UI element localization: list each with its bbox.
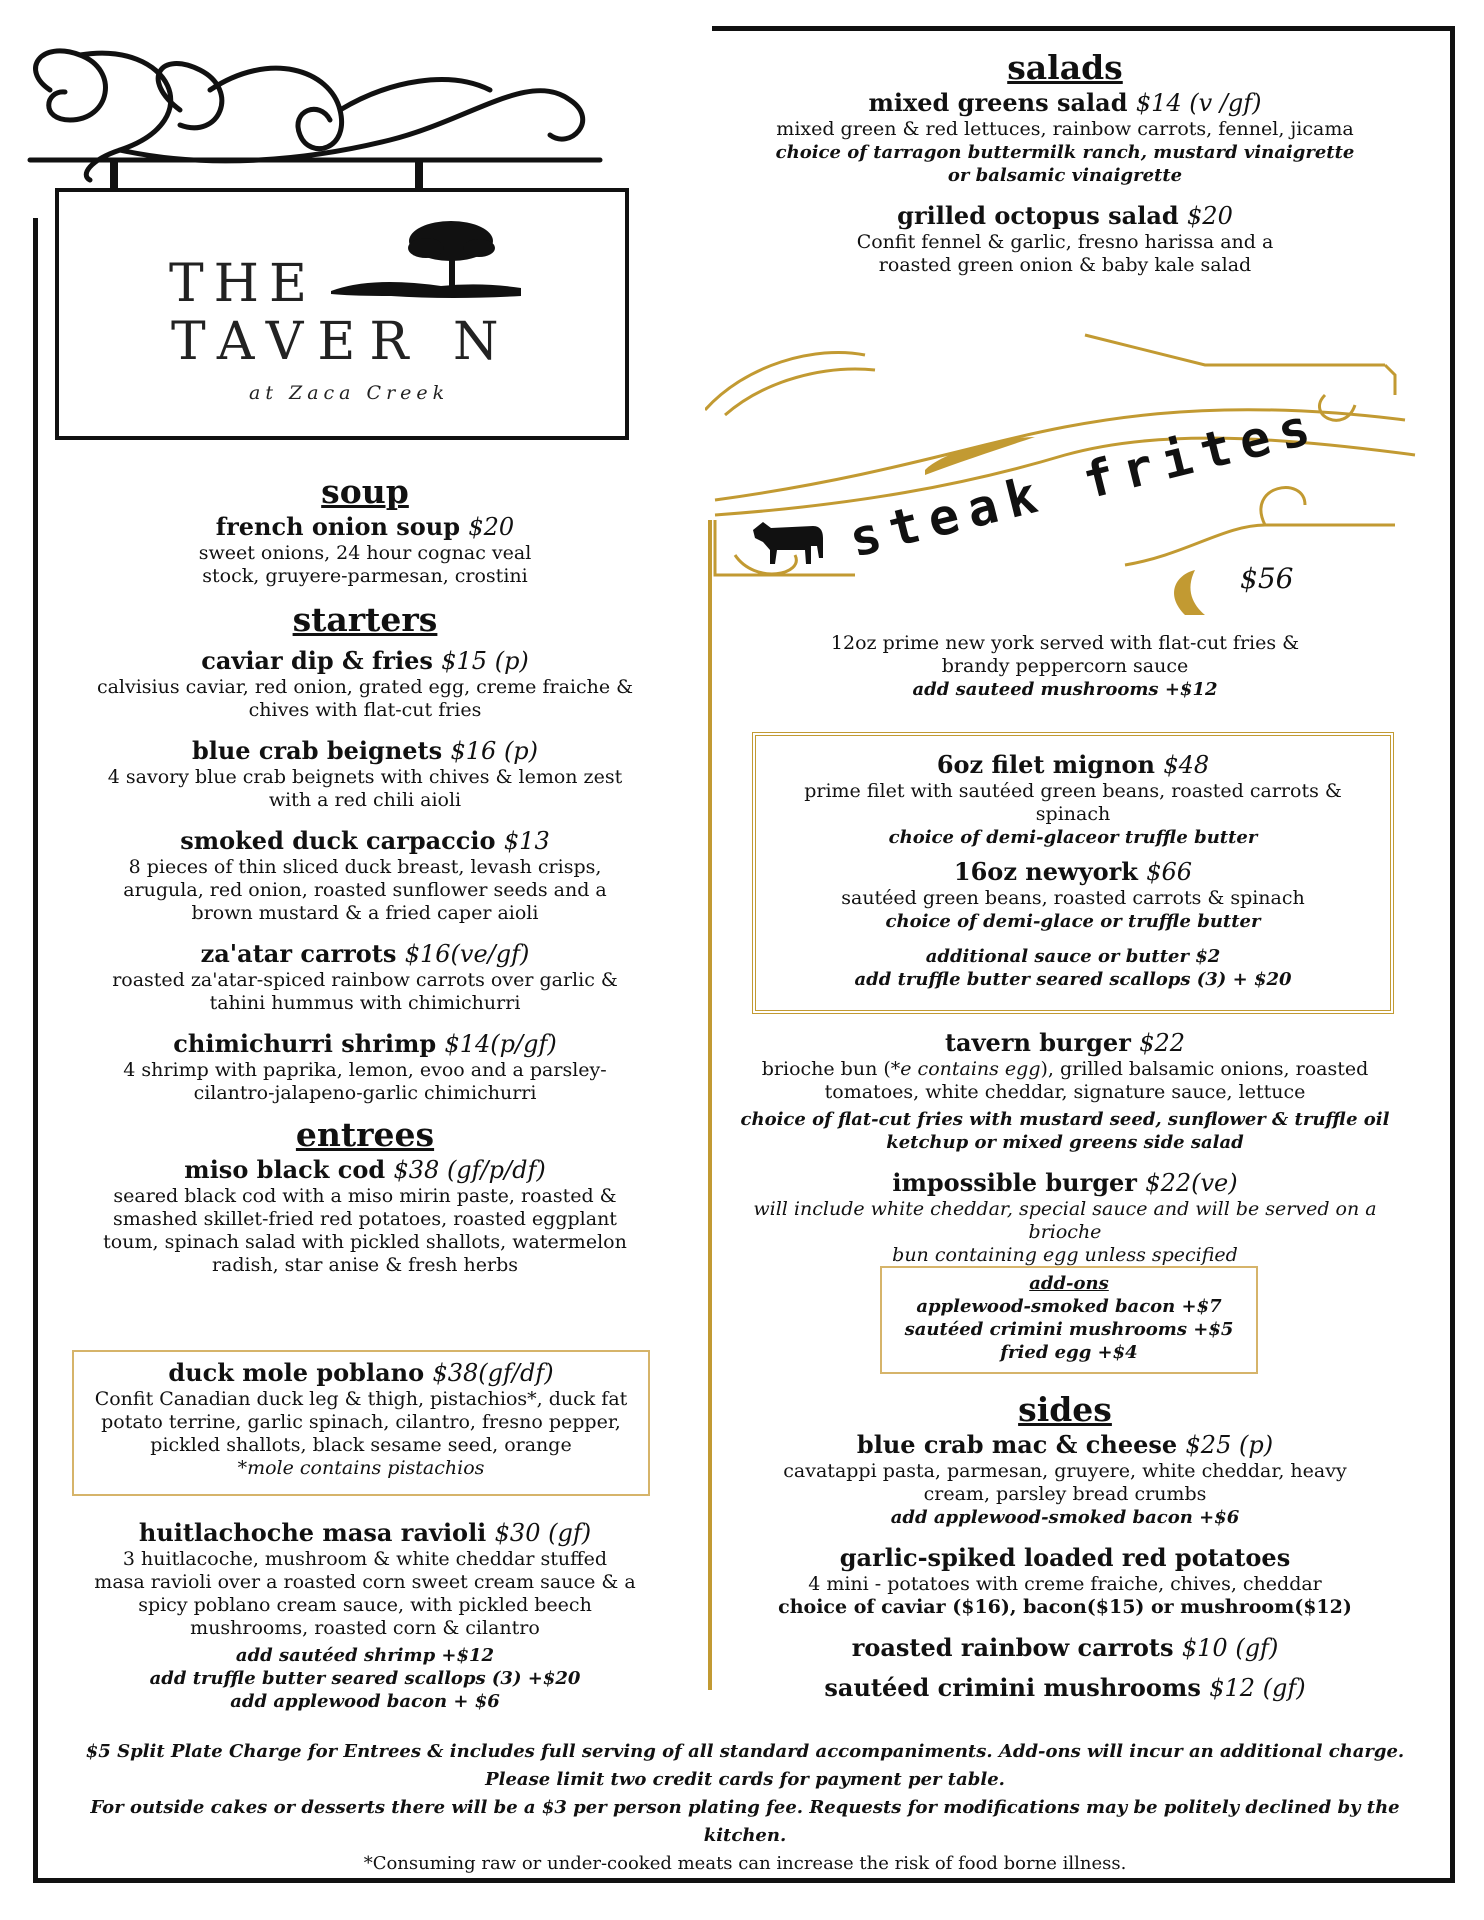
gold-signpost: [708, 520, 712, 1690]
addons-title: add-ons: [1029, 1273, 1109, 1294]
ironwork-scroll-decoration: [10, 30, 610, 190]
menu-item-note: will include white cheddar, special sauce and will be served on a brioche bun containing egg unless specified: [753, 1198, 1377, 1266]
menu-item-name: grilled octopus salad $20: [897, 201, 1233, 230]
menu-item-note: choice of flat-cut fries with mustard seed, sunflower & truffle oil ketchup or mixed greens side salad: [740, 1109, 1390, 1153]
menu-item-name: impossible burger $22(ve): [892, 1168, 1238, 1197]
ravioli-block: [80, 1518, 650, 1713]
menu-item-desc: prime filet with sautéed green beans, roasted carrots & spinach: [804, 780, 1342, 825]
menu-item-desc: Confit Canadian duck leg & thigh, pistachios*, duck fat potato terrine, garlic spinach, cilantro, fresno pepper, pickled shallots, black sesame seed, orange: [94, 1388, 628, 1456]
menu-item-desc: sweet onions, 24 hour cognac veal stock, gruyere-parmesan, crostini: [198, 542, 532, 587]
left-column: [80, 472, 650, 1277]
frame-line-bottom: [33, 1878, 1455, 1883]
menu-item-name: 6oz filet mignon $48: [936, 750, 1210, 779]
menu-item-note: choice of demi-glaceor truffle butter: [888, 827, 1258, 848]
steak-frites-title: steak frites: [843, 395, 1325, 569]
footer: [60, 1738, 1430, 1878]
menu-item-desc: 3 huitlacoche, mushroom & white cheddar stuffed masa ravioli over a roasted corn sweet cream sauce & a spicy poblano cream sauce, with pickled beech mushrooms, roasted corn & cilantro: [94, 1548, 636, 1639]
menu-item-note: add applewood-smoked bacon +$6: [890, 1507, 1240, 1528]
logo-sign: [55, 188, 629, 440]
entrees-title: entrees: [295, 1115, 435, 1154]
menu-item-name: blue crab mac & cheese $25 (p): [856, 1430, 1274, 1459]
menu-item-desc: sautéed green beans, roasted carrots & spinach: [841, 887, 1305, 909]
menu-item-desc: 4 shrimp with paprika, lemon, evoo and a parsley- cilantro-jalapeno-garlic chimichurri: [123, 1059, 607, 1104]
menu-item-name: 16oz newyork $66: [953, 857, 1193, 886]
soup-title: soup: [321, 472, 409, 511]
menu-item-name: tavern burger $22: [944, 1028, 1186, 1057]
menu-item-desc: brioche bun (*e contains egg), grilled balsamic onions, roasted tomatoes, white cheddar, signature sauce, lettuce: [761, 1058, 1369, 1103]
steak-price: $56: [1240, 562, 1294, 595]
menu-item-name: huitlachoche masa ravioli $30 (gf): [138, 1518, 592, 1547]
logo-tavern: TAVER N: [171, 312, 513, 372]
menu-item-note: *mole contains pistachios: [237, 1457, 485, 1479]
footer-line: *Consuming raw or under-cooked meats can increase the risk of food borne illness.: [363, 1853, 1127, 1874]
menu-item-note: add sauteed mushrooms +$12: [912, 679, 1218, 700]
frame-line-left: [33, 218, 38, 1882]
steak-frites-banner: [705, 325, 1425, 625]
menu-item-desc: roasted za'atar-spiced rainbow carrots over garlic & tahini hummus with chimichurri: [112, 969, 618, 1014]
menu-item-desc: seared black cod with a miso mirin paste, roasted & smashed skillet-fried red potatoes, roasted eggplant toum, spinach salad with pickled shallots, watermelon radish, star anise & fresh herbs: [103, 1185, 627, 1276]
menu-item-desc: cavatappi pasta, parmesan, gruyere, white cheddar, heavy cream, parsley bread crumbs: [783, 1460, 1347, 1505]
addons-list: applewood-smoked bacon +$7 sautéed crimini mushrooms +$5 fried egg +$4: [904, 1296, 1234, 1363]
menu-item-note: choice of tarragon buttermilk ranch, mustard vinaigrette or balsamic vinaigrette: [775, 142, 1355, 186]
footer-line: $5 Split Plate Charge for Entrees & includes full serving of all standard accompaniments. Add-ons will incur an additional charge.: [85, 1741, 1405, 1762]
menu-item-name: za'atar carrots $16(ve/gf): [200, 939, 530, 968]
menu-item-name: caviar dip & fries $15 (p): [201, 646, 529, 675]
menu-item-name: chimichurri shrimp $14(p/gf): [173, 1029, 557, 1058]
salads-block: [740, 48, 1390, 277]
tree-icon: [331, 216, 531, 316]
menu-item-desc: mixed green & red lettuces, rainbow carrots, fennel, jicama: [776, 118, 1354, 140]
menu-item-desc: 8 pieces of thin sliced duck breast, levash crisps, arugula, red onion, roasted sunflower seeds and a brown mustard & a fried caper aioli: [123, 856, 607, 924]
menu-item-desc: calvisius caviar, red onion, grated egg, creme fraiche & chives with flat-cut fries: [96, 676, 634, 721]
logo-the: THE: [169, 254, 317, 314]
steak-options-box: [752, 732, 1394, 1014]
addons-box: [880, 1266, 1258, 1374]
menu-item-name: garlic-spiked loaded red potatoes: [839, 1543, 1291, 1572]
menu-item-desc: 4 savory blue crab beignets with chives & lemon zest with a red chili aioli: [107, 766, 623, 811]
starters-title: starters: [292, 600, 438, 639]
menu-item-note: choice of demi-glace or truffle butter: [885, 911, 1261, 932]
footer-line: For outside cakes or desserts there will be a $3 per person plating fee. Requests for modifications may be politely declined by the kitchen.: [90, 1797, 1400, 1846]
menu-item-desc: 4 mini - potatoes with creme fraiche, chives, cheddar: [808, 1573, 1322, 1595]
menu-item-name: smoked duck carpaccio $13: [180, 826, 550, 855]
menu-item-name: french onion soup $20: [215, 512, 515, 541]
steak-block: [740, 632, 1390, 701]
menu-item-note: additional sauce or butter $2 add truffle butter seared scallops (3) + $20: [854, 946, 1292, 990]
burgers-block: [740, 1028, 1390, 1267]
cow-icon: [753, 522, 823, 564]
menu-item-name: mixed greens salad $14 (v /gf): [868, 88, 1262, 117]
menu-item-desc: 12oz prime new york served with flat-cut fries & brandy peppercorn sauce: [830, 632, 1300, 677]
salads-title: salads: [1007, 48, 1123, 87]
frame-line-top: [712, 26, 1454, 31]
duck-mole-box: [72, 1350, 650, 1496]
menu-item-note: add sautéed shrimp +$12 add truffle butter seared scallops (3) +$20 add applewood bacon + $6: [149, 1645, 581, 1712]
menu-item-name: blue crab beignets $16 (p): [191, 736, 539, 765]
menu-item-name: miso black cod $38 (gf/p/df): [184, 1155, 546, 1184]
menu-item-desc: Confit fennel & garlic, fresno harissa and a roasted green onion & baby kale salad: [856, 231, 1274, 276]
menu-item-name: sautéed crimini mushrooms $12 (gf): [824, 1673, 1306, 1702]
footer-line: Please limit two credit cards for payment per table.: [485, 1769, 1005, 1790]
menu-item-choice: choice of caviar ($16), bacon($15) or mushroom($12): [778, 1596, 1352, 1618]
logo-subtitle: at Zaca Creek: [249, 382, 450, 404]
sides-title: sides: [1018, 1390, 1112, 1429]
frame-line-right: [1450, 26, 1455, 1882]
menu-item-name: roasted rainbow carrots $10 (gf): [851, 1633, 1279, 1662]
sides-block: [740, 1390, 1390, 1703]
menu-item-name: duck mole poblano $38(gf/df): [168, 1358, 554, 1387]
